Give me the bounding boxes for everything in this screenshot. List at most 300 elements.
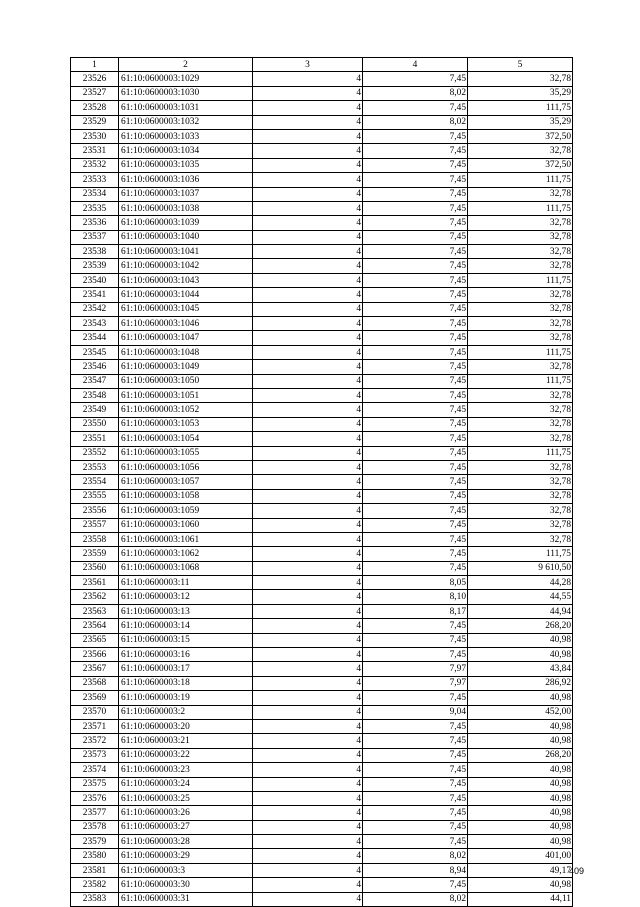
table-row: [71, 676, 573, 690]
cell-col-3: 4: [253, 331, 363, 345]
cell-cadastral-number: 61:10:0600003:15: [119, 633, 253, 647]
table-row: [71, 619, 573, 633]
cell-cadastral-number: 61:10:0600003:11: [119, 576, 253, 590]
cell-col-4: 7,97: [363, 662, 468, 676]
cell-col-3: 4: [253, 633, 363, 647]
cell-row-number: 23536: [71, 216, 119, 230]
cell-row-number: 23581: [71, 863, 119, 877]
cell-cadastral-number: 61:10:0600003:1054: [119, 432, 253, 446]
cell-row-number: 23580: [71, 849, 119, 863]
cell-col-4: 8,17: [363, 604, 468, 618]
cell-row-number: 23559: [71, 547, 119, 561]
cell-row-number: 23556: [71, 504, 119, 518]
cell-cadastral-number: 61:10:0600003:19: [119, 691, 253, 705]
column-header-4: 4: [363, 58, 468, 72]
cell-row-number: 23541: [71, 288, 119, 302]
cell-cadastral-number: 61:10:0600003:1031: [119, 101, 253, 115]
cell-cadastral-number: 61:10:0600003:1039: [119, 216, 253, 230]
cell-col-5: 32,78: [468, 288, 573, 302]
cell-cadastral-number: 61:10:0600003:24: [119, 777, 253, 791]
cell-col-3: 4: [253, 892, 363, 906]
cell-col-3: 4: [253, 662, 363, 676]
table-row: [71, 360, 573, 374]
cell-col-4: 7,45: [363, 561, 468, 575]
cell-col-4: 7,97: [363, 676, 468, 690]
cell-col-3: 4: [253, 619, 363, 633]
table-row: [71, 273, 573, 287]
cell-col-5: 372,50: [468, 129, 573, 143]
cell-cadastral-number: 61:10:0600003:23: [119, 763, 253, 777]
cell-cadastral-number: 61:10:0600003:1033: [119, 129, 253, 143]
table-row: [71, 432, 573, 446]
cell-cadastral-number: 61:10:0600003:26: [119, 806, 253, 820]
cell-row-number: 23573: [71, 748, 119, 762]
cell-cadastral-number: 61:10:0600003:1043: [119, 273, 253, 287]
cell-col-4: 7,45: [363, 475, 468, 489]
cell-cadastral-number: 61:10:0600003:28: [119, 835, 253, 849]
cell-col-3: 4: [253, 230, 363, 244]
cell-col-4: 7,45: [363, 633, 468, 647]
cell-cadastral-number: 61:10:0600003:1042: [119, 259, 253, 273]
table-row: [71, 590, 573, 604]
table-row: [71, 460, 573, 474]
cell-row-number: 23558: [71, 532, 119, 546]
cell-col-4: 7,45: [363, 302, 468, 316]
cell-row-number: 23567: [71, 662, 119, 676]
cell-col-4: 7,45: [363, 806, 468, 820]
cell-col-3: 4: [253, 734, 363, 748]
cell-col-4: 7,45: [363, 878, 468, 892]
table-row: [71, 547, 573, 561]
table-row: [71, 806, 573, 820]
column-header-1: 1: [71, 58, 119, 72]
cell-row-number: 23554: [71, 475, 119, 489]
cell-cadastral-number: 61:10:0600003:27: [119, 820, 253, 834]
cell-col-5: 40,98: [468, 633, 573, 647]
cell-cadastral-number: 61:10:0600003:1030: [119, 86, 253, 100]
table-row: [71, 777, 573, 791]
table-row: [71, 518, 573, 532]
cell-col-5: 401,00: [468, 849, 573, 863]
cell-col-3: 4: [253, 374, 363, 388]
table-row: [71, 417, 573, 431]
cell-row-number: 23542: [71, 302, 119, 316]
cell-col-4: 7,45: [363, 345, 468, 359]
cell-col-5: 372,50: [468, 158, 573, 172]
table-row: [71, 892, 573, 906]
cell-cadastral-number: 61:10:0600003:1062: [119, 547, 253, 561]
cell-cadastral-number: 61:10:0600003:1048: [119, 345, 253, 359]
cell-cadastral-number: 61:10:0600003:1058: [119, 489, 253, 503]
cell-col-3: 4: [253, 691, 363, 705]
cell-cadastral-number: 61:10:0600003:31: [119, 892, 253, 906]
cell-col-4: 7,45: [363, 360, 468, 374]
cell-row-number: 23544: [71, 331, 119, 345]
table-row: [71, 791, 573, 805]
cell-row-number: 23547: [71, 374, 119, 388]
table-row: [71, 374, 573, 388]
cell-col-5: 32,78: [468, 403, 573, 417]
cell-col-5: 43,84: [468, 662, 573, 676]
cell-cadastral-number: 61:10:0600003:1052: [119, 403, 253, 417]
table-row: [71, 86, 573, 100]
cell-col-3: 4: [253, 504, 363, 518]
table-row: [71, 561, 573, 575]
cell-row-number: 23555: [71, 489, 119, 503]
cell-col-3: 4: [253, 878, 363, 892]
table-row: [71, 331, 573, 345]
cell-col-4: 8,02: [363, 86, 468, 100]
cell-col-4: 7,45: [363, 403, 468, 417]
cell-cadastral-number: 61:10:0600003:1057: [119, 475, 253, 489]
cell-row-number: 23539: [71, 259, 119, 273]
cell-row-number: 23533: [71, 173, 119, 187]
cell-col-4: 8,02: [363, 849, 468, 863]
cell-col-4: 7,45: [363, 288, 468, 302]
cell-col-4: 7,45: [363, 158, 468, 172]
table-row: [71, 201, 573, 215]
cell-row-number: 23562: [71, 590, 119, 604]
page-number: 409: [568, 866, 584, 876]
table-row: [71, 504, 573, 518]
cell-col-4: 7,45: [363, 619, 468, 633]
cell-col-5: 9 610,50: [468, 561, 573, 575]
cell-cadastral-number: 61:10:0600003:1047: [119, 331, 253, 345]
cell-cadastral-number: 61:10:0600003:14: [119, 619, 253, 633]
cell-col-5: 32,78: [468, 216, 573, 230]
cell-cadastral-number: 61:10:0600003:20: [119, 719, 253, 733]
cell-col-5: 111,75: [468, 101, 573, 115]
cell-col-5: 32,78: [468, 532, 573, 546]
cell-row-number: 23530: [71, 129, 119, 143]
cell-col-3: 4: [253, 317, 363, 331]
cell-col-4: 7,45: [363, 173, 468, 187]
cell-col-3: 4: [253, 676, 363, 690]
cell-col-5: 32,78: [468, 259, 573, 273]
cell-col-3: 4: [253, 187, 363, 201]
table-row: [71, 101, 573, 115]
cell-row-number: 23552: [71, 446, 119, 460]
cell-cadastral-number: 61:10:0600003:17: [119, 662, 253, 676]
cell-col-3: 4: [253, 489, 363, 503]
cell-row-number: 23538: [71, 245, 119, 259]
cell-col-4: 7,45: [363, 504, 468, 518]
cell-row-number: 23582: [71, 878, 119, 892]
cell-cadastral-number: 61:10:0600003:1050: [119, 374, 253, 388]
cell-col-4: 7,45: [363, 273, 468, 287]
cell-cadastral-number: 61:10:0600003:1036: [119, 173, 253, 187]
cell-col-5: 32,78: [468, 432, 573, 446]
cell-col-5: 111,75: [468, 345, 573, 359]
cell-col-5: 40,98: [468, 791, 573, 805]
table-row: [71, 878, 573, 892]
cell-row-number: 23553: [71, 460, 119, 474]
cell-col-5: 32,78: [468, 245, 573, 259]
cell-col-5: 111,75: [468, 201, 573, 215]
cell-row-number: 23577: [71, 806, 119, 820]
cell-cadastral-number: 61:10:0600003:1041: [119, 245, 253, 259]
cell-col-5: 44,11: [468, 892, 573, 906]
cell-col-4: 7,45: [363, 216, 468, 230]
cell-col-3: 4: [253, 403, 363, 417]
cell-col-3: 4: [253, 590, 363, 604]
cell-col-5: 40,98: [468, 806, 573, 820]
cell-col-3: 4: [253, 863, 363, 877]
cell-col-4: 7,45: [363, 187, 468, 201]
cell-col-5: 35,29: [468, 115, 573, 129]
cell-col-5: 40,98: [468, 763, 573, 777]
cell-row-number: 23535: [71, 201, 119, 215]
header-row: [71, 58, 573, 72]
cell-row-number: 23576: [71, 791, 119, 805]
cell-col-4: 7,45: [363, 734, 468, 748]
cell-col-3: 4: [253, 806, 363, 820]
cell-col-3: 4: [253, 129, 363, 143]
cell-col-3: 4: [253, 777, 363, 791]
cell-col-3: 4: [253, 101, 363, 115]
cell-col-5: 32,78: [468, 144, 573, 158]
cell-col-4: 8,02: [363, 892, 468, 906]
cell-col-3: 4: [253, 388, 363, 402]
cell-cadastral-number: 61:10:0600003:1055: [119, 446, 253, 460]
cell-col-3: 4: [253, 288, 363, 302]
cell-cadastral-number: 61:10:0600003:13: [119, 604, 253, 618]
cell-col-4: 7,45: [363, 317, 468, 331]
cell-col-5: 32,78: [468, 460, 573, 474]
cell-cadastral-number: 61:10:0600003:1051: [119, 388, 253, 402]
cell-row-number: 23537: [71, 230, 119, 244]
cell-col-4: 8,05: [363, 576, 468, 590]
table-row: [71, 403, 573, 417]
cell-col-3: 4: [253, 173, 363, 187]
cell-cadastral-number: 61:10:0600003:21: [119, 734, 253, 748]
table-row: [71, 129, 573, 143]
cell-col-3: 4: [253, 561, 363, 575]
cell-cadastral-number: 61:10:0600003:1060: [119, 518, 253, 532]
table-row: [71, 230, 573, 244]
cell-col-3: 4: [253, 201, 363, 215]
cell-col-4: 7,45: [363, 719, 468, 733]
cell-row-number: 23529: [71, 115, 119, 129]
cell-col-3: 4: [253, 820, 363, 834]
cell-col-4: 7,45: [363, 777, 468, 791]
cell-col-3: 4: [253, 144, 363, 158]
cell-row-number: 23561: [71, 576, 119, 590]
cell-col-3: 4: [253, 518, 363, 532]
table-row: [71, 719, 573, 733]
cell-col-5: 40,98: [468, 648, 573, 662]
table-header: [71, 58, 573, 72]
table-row: [71, 259, 573, 273]
cell-row-number: 23571: [71, 719, 119, 733]
cell-row-number: 23575: [71, 777, 119, 791]
cell-cadastral-number: 61:10:0600003:1038: [119, 201, 253, 215]
cell-col-3: 4: [253, 791, 363, 805]
cell-row-number: 23540: [71, 273, 119, 287]
cell-cadastral-number: 61:10:0600003:18: [119, 676, 253, 690]
cell-col-5: 111,75: [468, 547, 573, 561]
cell-col-3: 4: [253, 417, 363, 431]
cell-cadastral-number: 61:10:0600003:29: [119, 849, 253, 863]
cell-cadastral-number: 61:10:0600003:1045: [119, 302, 253, 316]
cell-row-number: 23574: [71, 763, 119, 777]
cell-row-number: 23569: [71, 691, 119, 705]
cell-col-4: 7,45: [363, 763, 468, 777]
cell-col-5: 32,78: [468, 230, 573, 244]
table-row: [71, 158, 573, 172]
cell-col-3: 4: [253, 302, 363, 316]
table-row: [71, 691, 573, 705]
cell-cadastral-number: 61:10:0600003:22: [119, 748, 253, 762]
cell-col-5: 40,98: [468, 878, 573, 892]
cell-col-4: 7,45: [363, 446, 468, 460]
cell-row-number: 23532: [71, 158, 119, 172]
cell-cadastral-number: 61:10:0600003:1044: [119, 288, 253, 302]
cell-col-5: 40,98: [468, 777, 573, 791]
cell-row-number: 23550: [71, 417, 119, 431]
cell-col-4: 7,45: [363, 245, 468, 259]
cell-row-number: 23531: [71, 144, 119, 158]
table-row: [71, 849, 573, 863]
cell-row-number: 23560: [71, 561, 119, 575]
cell-col-4: 8,02: [363, 115, 468, 129]
table-row: [71, 604, 573, 618]
cell-cadastral-number: 61:10:0600003:1068: [119, 561, 253, 575]
cell-cadastral-number: 61:10:0600003:30: [119, 878, 253, 892]
cell-col-4: 7,45: [363, 648, 468, 662]
cell-col-4: 7,45: [363, 691, 468, 705]
cell-row-number: 23578: [71, 820, 119, 834]
table-row: [71, 72, 573, 86]
cell-col-4: 8,94: [363, 863, 468, 877]
table-body: [71, 72, 573, 907]
cell-col-4: 7,45: [363, 489, 468, 503]
cell-row-number: 23546: [71, 360, 119, 374]
cell-cadastral-number: 61:10:0600003:1061: [119, 532, 253, 546]
table-row: [71, 576, 573, 590]
cell-col-5: 32,78: [468, 72, 573, 86]
cell-col-3: 4: [253, 216, 363, 230]
cell-row-number: 23557: [71, 518, 119, 532]
cell-col-5: 111,75: [468, 374, 573, 388]
cell-col-3: 4: [253, 158, 363, 172]
cell-col-4: 7,45: [363, 791, 468, 805]
cell-col-3: 4: [253, 446, 363, 460]
cell-col-4: 7,45: [363, 748, 468, 762]
cell-row-number: 23568: [71, 676, 119, 690]
cell-col-5: 32,78: [468, 317, 573, 331]
cell-row-number: 23564: [71, 619, 119, 633]
cell-col-5: 40,98: [468, 734, 573, 748]
cell-col-3: 4: [253, 460, 363, 474]
cell-cadastral-number: 61:10:0600003:1034: [119, 144, 253, 158]
table-row: [71, 475, 573, 489]
cell-col-4: 7,45: [363, 820, 468, 834]
cell-cadastral-number: 61:10:0600003:1059: [119, 504, 253, 518]
table-row: [71, 317, 573, 331]
cell-col-5: 111,75: [468, 273, 573, 287]
cell-row-number: 23534: [71, 187, 119, 201]
cell-col-5: 35,29: [468, 86, 573, 100]
cell-cadastral-number: 61:10:0600003:1035: [119, 158, 253, 172]
table-row: [71, 734, 573, 748]
table-row: [71, 820, 573, 834]
table-row: [71, 173, 573, 187]
column-header-5: 5: [468, 58, 573, 72]
cell-cadastral-number: 61:10:0600003:1040: [119, 230, 253, 244]
cell-cadastral-number: 61:10:0600003:1032: [119, 115, 253, 129]
cell-col-5: 32,78: [468, 518, 573, 532]
cell-col-5: 40,98: [468, 719, 573, 733]
cell-col-5: 111,75: [468, 173, 573, 187]
cell-row-number: 23566: [71, 648, 119, 662]
table-row: [71, 748, 573, 762]
cell-col-4: 7,45: [363, 532, 468, 546]
table-row: [71, 489, 573, 503]
table-row: [71, 648, 573, 662]
cell-col-5: 44,55: [468, 590, 573, 604]
cell-row-number: 23583: [71, 892, 119, 906]
cell-row-number: 23528: [71, 101, 119, 115]
cell-col-5: 40,98: [468, 691, 573, 705]
cell-col-4: 9,04: [363, 705, 468, 719]
table-row: [71, 763, 573, 777]
cell-row-number: 23570: [71, 705, 119, 719]
cell-col-3: 4: [253, 245, 363, 259]
column-header-3: 3: [253, 58, 363, 72]
cell-row-number: 23565: [71, 633, 119, 647]
table-row: [71, 705, 573, 719]
cell-row-number: 23548: [71, 388, 119, 402]
cell-cadastral-number: 61:10:0600003:1053: [119, 417, 253, 431]
cell-col-4: 7,45: [363, 144, 468, 158]
table-row: [71, 288, 573, 302]
cell-cadastral-number: 61:10:0600003:1029: [119, 72, 253, 86]
cell-cadastral-number: 61:10:0600003:1037: [119, 187, 253, 201]
cell-col-3: 4: [253, 86, 363, 100]
table-row: [71, 245, 573, 259]
table-row: [71, 187, 573, 201]
cell-col-5: 111,75: [468, 446, 573, 460]
table-row: [71, 115, 573, 129]
cell-col-3: 4: [253, 719, 363, 733]
cell-col-4: 7,45: [363, 374, 468, 388]
cell-col-3: 4: [253, 849, 363, 863]
cell-row-number: 23526: [71, 72, 119, 86]
cell-col-3: 4: [253, 532, 363, 546]
cell-col-5: 32,78: [468, 417, 573, 431]
cell-col-5: 44,28: [468, 576, 573, 590]
cell-cadastral-number: 61:10:0600003:1049: [119, 360, 253, 374]
cell-col-4: 7,45: [363, 388, 468, 402]
cell-row-number: 23543: [71, 317, 119, 331]
cell-col-3: 4: [253, 835, 363, 849]
cell-col-4: 7,45: [363, 417, 468, 431]
cell-col-5: 268,20: [468, 619, 573, 633]
cell-col-5: 32,78: [468, 388, 573, 402]
cell-col-5: 32,78: [468, 475, 573, 489]
cell-col-5: 44,94: [468, 604, 573, 618]
table-row: [71, 633, 573, 647]
cell-col-4: 8,10: [363, 590, 468, 604]
table-row: [71, 388, 573, 402]
cell-col-5: 32,78: [468, 331, 573, 345]
cell-col-4: 7,45: [363, 230, 468, 244]
cell-col-4: 7,45: [363, 331, 468, 345]
cell-col-3: 4: [253, 432, 363, 446]
cell-col-3: 4: [253, 475, 363, 489]
cell-col-3: 4: [253, 604, 363, 618]
